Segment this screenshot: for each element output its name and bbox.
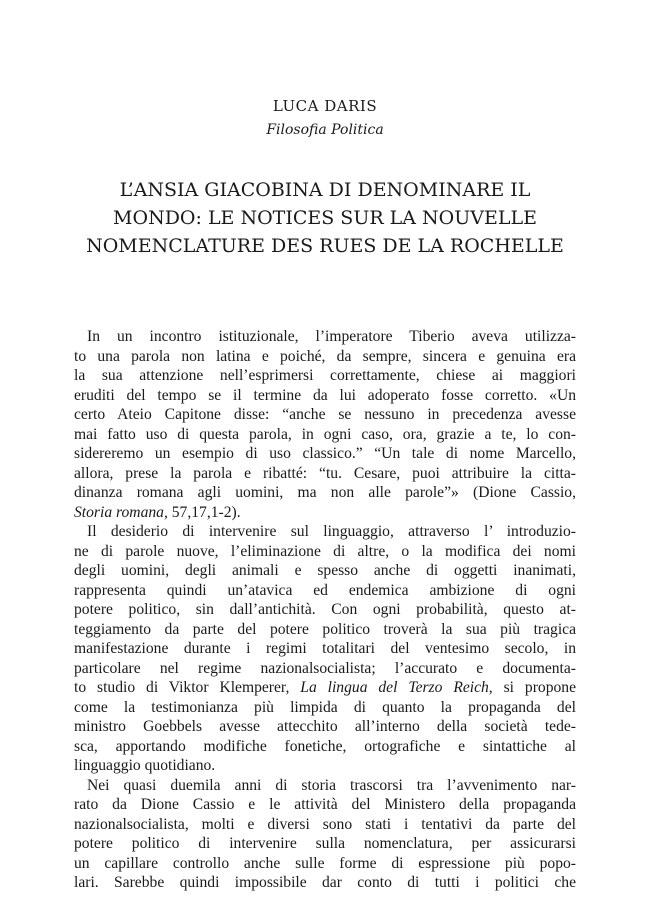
text-line: teggiamento da parte del potere politico troverà la sua più tragica — [74, 620, 576, 638]
text-line: come la testimonianza più limpida di quanto la propaganda del — [74, 698, 576, 716]
text-line: manifestazione durante i regimi totalitari del ventesimo secolo, in — [74, 640, 576, 657]
text-line: nazionalsocialista, molti e diversi sono stati i tentativi da parte del — [74, 815, 576, 833]
text-line: rappresenta quindi un’atavica ed endemica ambizione di ogni — [74, 581, 576, 599]
text-line: In un incontro istituzionale, l’imperatore Tiberio aveva utilizza- — [87, 328, 576, 345]
text-line: rato da Dione Cassio e le attività del Ministero della propaganda — [74, 796, 576, 813]
title-line: L’ANSIA GIACOBINA DI DENOMINARE IL — [119, 179, 531, 201]
citation-text: 57,17,1-2). — [167, 503, 241, 521]
title-line: MONDO: LE NOTICES SUR LA NOUVELLE — [113, 207, 537, 229]
text-line: allora, prese la parola e ribatté: “tu. Cesare, puoi attribuire la citta- — [74, 464, 576, 482]
text-line: ministro Goebbels avesse attecchito all’interno della società tede- — [74, 718, 576, 735]
text-line: mai fatto uso di questa parola, in ogni caso, ora, grazie a te, lo con- — [74, 425, 576, 443]
article-title — [40, 176, 610, 260]
book-title: Storia romana, — [74, 503, 168, 521]
text-line: un capillare controllo anche sulle forme di espressione più popo- — [74, 854, 576, 872]
book-title: La lingua del Terzo Reich, — [300, 679, 493, 696]
text-line: to una parola non latina e poiché, da sempre, sincera e genuina era — [74, 347, 576, 365]
author-affiliation: Filosofia Politica — [266, 122, 384, 138]
text-line: degli uomini, degli animali e spesso anche di oggetti inanimati, — [74, 562, 576, 579]
text-segment: to studio di Viktor Klemperer, — [74, 679, 301, 696]
text-line: potere politico di intervenire sulla nomenclatura, per assicurarsi — [74, 835, 576, 852]
text-line: Nei quasi duemila anni di storia trascorsi tra l’avvenimento nar- — [87, 776, 576, 794]
text-line: ne di parole nuove, l’eliminazione di altre, o la modifica dei nomi — [74, 542, 576, 560]
text-line: dinanza romana agli uomini, ma non alle parole”» (Dione Cassio, — [74, 484, 576, 501]
author-name: LUCA DARIS — [272, 97, 378, 115]
text-line: Il desiderio di intervenire sul linguaggio, attraverso l’ introduzio- — [87, 523, 576, 540]
title-line: NOMENCLATURE DES RUES DE LA ROCHELLE — [86, 235, 564, 257]
text-line — [74, 503, 576, 523]
text-line: lari. Sarebbe quindi impossibile dar conto di tutti i politici che — [74, 874, 576, 891]
article-body — [74, 327, 576, 893]
text-line: linguaggio quotidiano. — [74, 757, 216, 774]
text-line: certo Ateio Capitone disse: “anche se nessuno in precedenza avesse — [74, 406, 576, 423]
text-line: sidereremo un esempio di uso classico.” “Un tale di nome Marcello, — [74, 445, 576, 462]
text-line — [74, 678, 576, 698]
text-line: eruditi del tempo se il termine da lui adoperato fosse corretto. «Un — [74, 386, 576, 404]
text-line: la sua attenzione nell’esprimersi correttamente, chiese ai maggiori — [74, 367, 576, 384]
text-segment: si propone — [492, 679, 577, 696]
text-line: potere politico, sin dall’antichità. Con ogni probabilità, questo at- — [74, 601, 576, 618]
text-line: sca, apportando modifiche fonetiche, ortografiche e sintattiche al — [74, 737, 576, 755]
text-line: particolare nel regime nazionalsocialista; l’accurato e documenta- — [74, 659, 576, 677]
